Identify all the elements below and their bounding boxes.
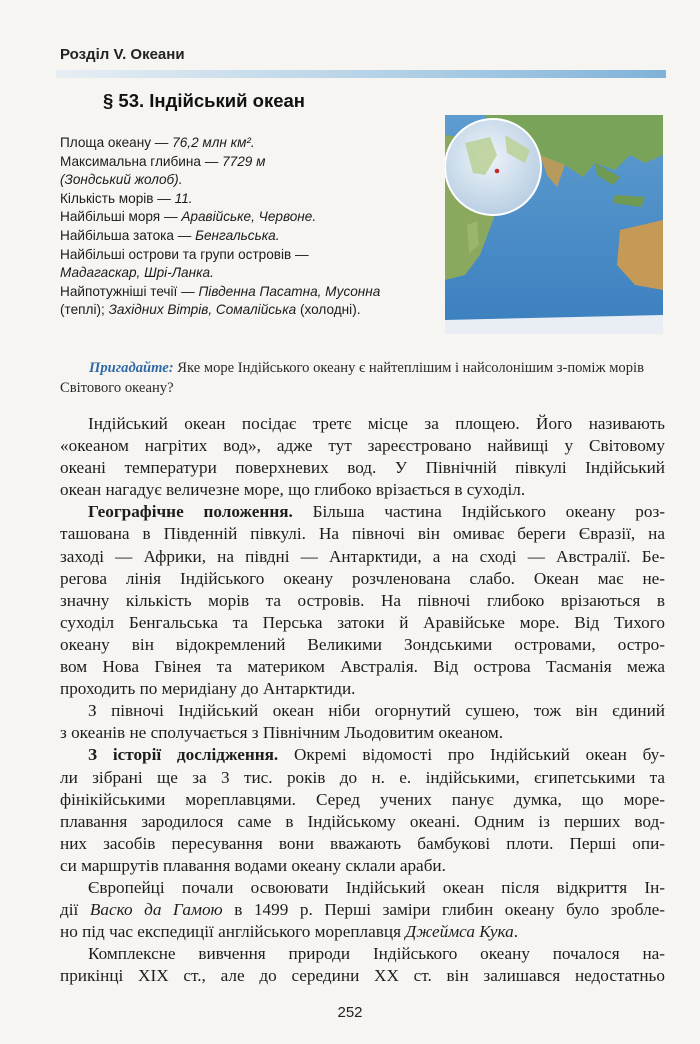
text-line: ташована в Південній півкулі. На півночі він омиває береги Євразії, на: [60, 524, 665, 544]
text-line: океані температури поверхневих вод. У Північній півкулі Індійський: [60, 458, 665, 478]
fact-line: Найбільші моря — Аравійське, Червоне.: [60, 209, 317, 225]
text-line: суходіл Бенгальська та Перська затоки й Аравійське море. Від Тихого: [60, 612, 665, 632]
page-number: 252: [337, 1004, 363, 1021]
text-line: Європейці почали освоювати Індійський океан після відкриття Ін-: [88, 877, 665, 897]
main-text: [60, 413, 665, 987]
indian-ocean-map: [445, 115, 663, 334]
text-line: З історії дослідження. Окремі відомості про Індійський океан бу-: [88, 745, 665, 765]
text-line: проходить по меридіану до Антарктиди.: [60, 679, 356, 699]
fact-line: Площа океану — 76,2 млн км².: [60, 135, 255, 150]
text-line: «океаном нагрітих вод», адже тут зареєстровано найвищі у Світовому: [60, 436, 665, 456]
remember-prompt: Пригадайте: Яке море Індійського океану є найтеплішим і найсолонішим з-поміж морів Світового океану?: [60, 360, 644, 396]
text-line: прикінці XIX ст., але до середини XX ст. він залишався недостатньо: [60, 966, 665, 986]
text-line: регова лінія Індійського океану розчленована слабо. Океан має не-: [60, 568, 665, 588]
text-line: вом Нова Гвінея та материком Австралія. Від острова Тасманія межа: [60, 657, 665, 677]
text-line: ли зібрані ще за 3 тис. років до н. е. індійськими, єгипетськими та: [60, 767, 665, 787]
text-line: Комплексне вивчення природи Індійського океану почалося на-: [88, 944, 665, 964]
map-illustration: [445, 115, 663, 334]
location-marker-icon: [495, 169, 500, 174]
text-line: океану він відокремлений Великими Зондськими островами, остро-: [60, 634, 665, 654]
text-line: них засобів пересування вони вважають бамбукові плоти. Перші опи-: [60, 833, 665, 853]
fact-line: Максимальна глибина — 7729 м: [60, 153, 266, 169]
page-title: § 53. Індійський океан: [103, 90, 305, 111]
fact-line: Кількість морів — 11.: [60, 190, 193, 206]
text-line: Індійський океан посідає третє місце за площею. Його називають: [88, 414, 665, 433]
header-divider-bar: [56, 70, 666, 78]
text-line: но під час експедиції англійського мореплавця Джеймса Кука.: [60, 922, 519, 942]
text-line: дії Васко да Гамою в 1499 р. Перші заміри глибин океану було зробле-: [60, 900, 665, 920]
text-line: з океанів не сполучається з Північним Льодовитим океаном.: [60, 723, 504, 743]
text-line: Географічне положення. Більша частина Індійського океану роз-: [88, 502, 665, 522]
section-header: Розділ V. Океани: [60, 46, 185, 63]
facts-box: [60, 134, 440, 320]
fact-line: Мадагаскар, Шрі-Ланка.: [60, 265, 214, 281]
subheading: Географічне положення.: [88, 502, 293, 522]
text-line: океан нагадує величезне море, що глибоко врізається в суходіл.: [60, 480, 526, 500]
text-line: плавання зародилося саме в Індійському океані. Одним із перших вод-: [60, 811, 665, 831]
fact-line: Найбільші острови та групи островів —: [60, 246, 309, 262]
text-line: З півночі Індійський океан ніби огорнутий сушею, тож він єдиний: [88, 701, 665, 721]
text-line: заході — Африки, на півдні — Антарктиди, а на сході — Австралії. Бе-: [60, 546, 665, 566]
fact-line: (теплі); Західних Вітрів, Сомалійська (холодні).: [60, 302, 361, 318]
text-line: си маршрутів плавання водами океану склали араби.: [60, 855, 446, 875]
locator-globe: [445, 119, 541, 215]
fact-line: (Зондський жолоб).: [60, 172, 183, 188]
text-line: значну кількість морів та островів. На півночі глибоко врізаються в: [60, 590, 665, 610]
subheading: З історії дослідження.: [88, 745, 279, 765]
fact-line: Найбільша затока — Бенгальська.: [60, 227, 280, 243]
fact-line: Найпотужніші течії — Південна Пасатна, Мусонна: [60, 283, 381, 299]
text-line: фінікійськими мореплавцями. Серед учених панує думка, що море-: [60, 789, 665, 809]
